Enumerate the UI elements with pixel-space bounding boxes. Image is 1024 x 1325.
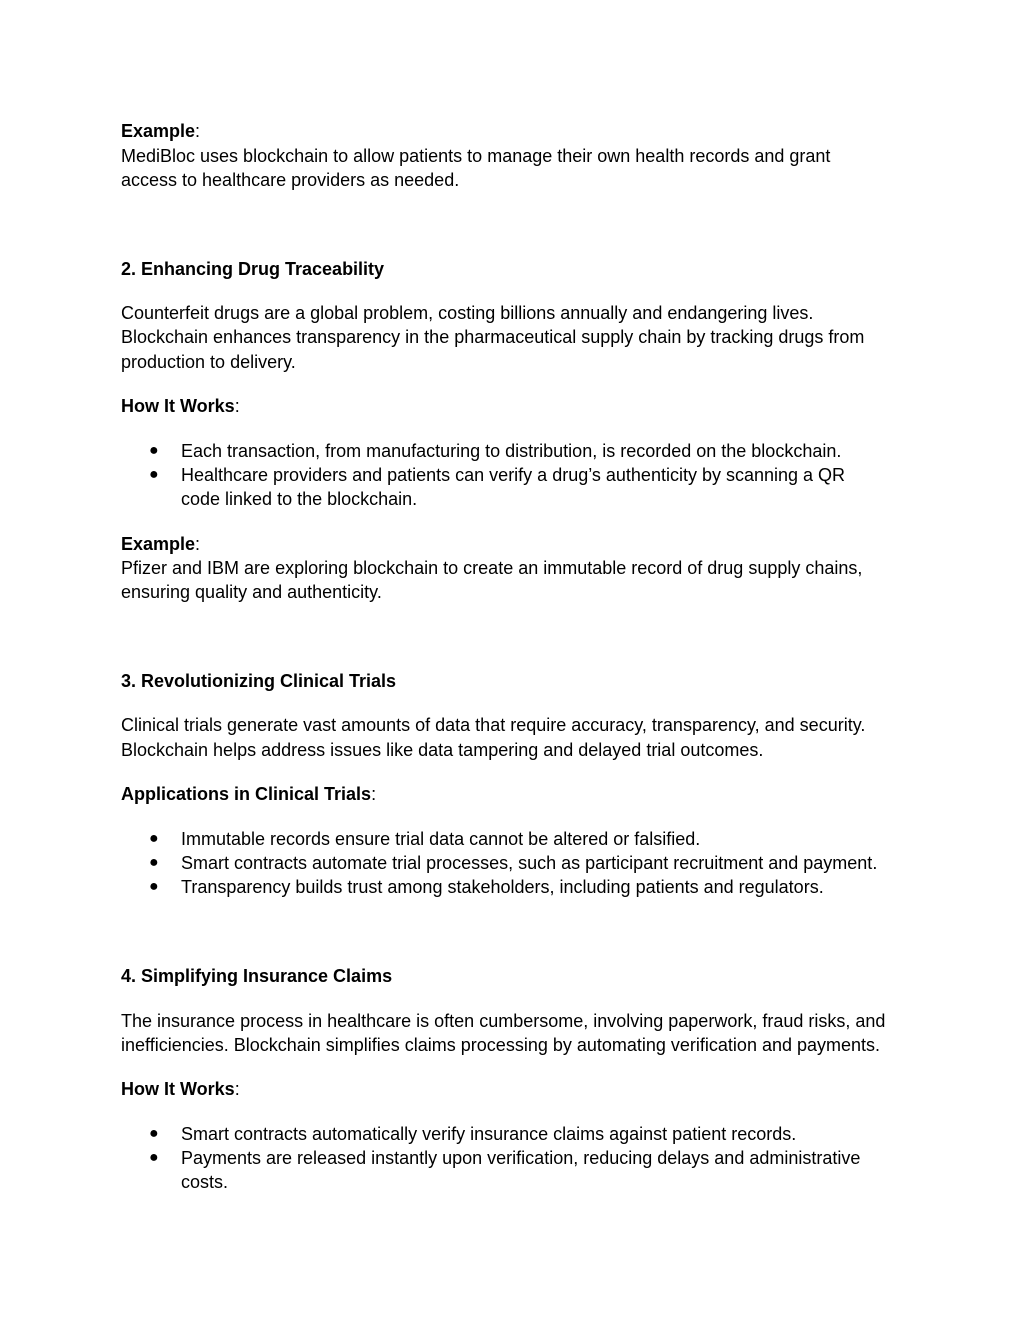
list-item: Immutable records ensure trial data cannot be altered or falsified. <box>181 829 701 849</box>
paragraph-line: The insurance process in healthcare is often cumbersome, involving paperwork, fraud risks, and <box>121 1011 886 1031</box>
paragraph-line: Blockchain helps address issues like data tampering and delayed trial outcomes. <box>121 740 764 760</box>
bullet-icon: ● <box>149 1125 159 1142</box>
example-text-line: Pfizer and IBM are exploring blockchain to create an immutable record of drug supply chains, <box>121 558 863 578</box>
example-text-line: ensuring quality and authenticity. <box>121 582 382 602</box>
paragraph-line: Clinical trials generate vast amounts of data that require accuracy, transparency, and security. <box>121 715 866 735</box>
subheading-line: How It Works: <box>121 1079 240 1099</box>
subheading-line: How It Works: <box>121 396 240 416</box>
example-label: Example <box>121 534 196 554</box>
bullet-icon: ● <box>149 878 159 895</box>
bullet-icon: ● <box>149 830 159 847</box>
example-label-line: Example: <box>121 534 201 554</box>
list-item: Smart contracts automatically verify insurance claims against patient records. <box>181 1124 797 1144</box>
example-text-line: access to healthcare providers as needed. <box>121 170 460 190</box>
paragraph-line: Counterfeit drugs are a global problem, costing billions annually and endangering lives. <box>121 303 814 323</box>
list-item: Payments are released instantly upon verification, reducing delays and administrative <box>181 1148 861 1168</box>
section-heading: 4. Simplifying Insurance Claims <box>121 966 393 986</box>
list-item: Smart contracts automate trial processes, such as participant recruitment and payment. <box>181 853 878 873</box>
subheading-line: Applications in Clinical Trials: <box>121 784 377 804</box>
list-item-continuation: code linked to the blockchain. <box>181 489 418 509</box>
subheading-label: Applications in Clinical Trials <box>121 784 372 804</box>
bullet-icon: ● <box>149 854 159 871</box>
example-label-line: Example: <box>121 121 201 141</box>
section-heading: 3. Revolutionizing Clinical Trials <box>121 671 397 691</box>
bullet-icon: ● <box>149 1149 159 1166</box>
subheading-label: How It Works <box>121 396 235 416</box>
example-text-line: MediBloc uses blockchain to allow patients to manage their own health records and grant <box>121 146 831 166</box>
list-item: Each transaction, from manufacturing to distribution, is recorded on the blockchain. <box>181 441 842 461</box>
bullet-icon: ● <box>149 442 159 459</box>
paragraph-line: inefficiencies. Blockchain simplifies claims processing by automating verification and payments. <box>121 1035 881 1055</box>
section-heading: 2. Enhancing Drug Traceability <box>121 259 385 279</box>
bullet-icon: ● <box>149 466 159 483</box>
subheading-label: How It Works <box>121 1079 235 1099</box>
example-label: Example <box>121 121 196 141</box>
list-item: Transparency builds trust among stakeholders, including patients and regulators. <box>181 877 824 897</box>
list-item: Healthcare providers and patients can verify a drug’s authenticity by scanning a QR <box>181 465 846 485</box>
paragraph-line: Blockchain enhances transparency in the pharmaceutical supply chain by tracking drugs from <box>121 327 865 347</box>
list-item-continuation: costs. <box>181 1172 229 1192</box>
paragraph-line: production to delivery. <box>121 352 296 372</box>
